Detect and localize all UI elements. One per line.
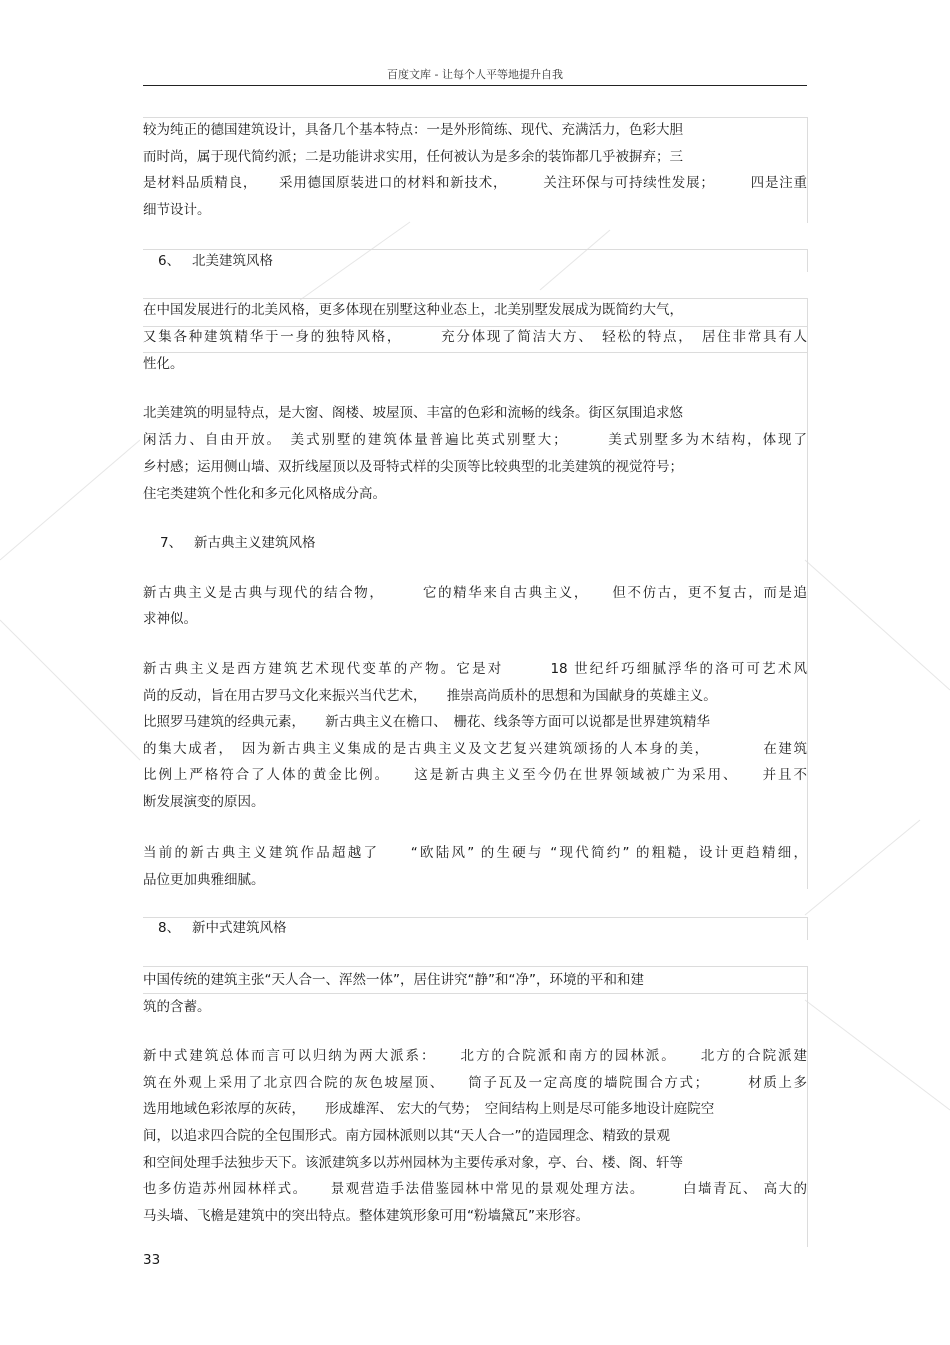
paragraph-line: 选用地域色彩浓厚的灰砖， 形成雄浑、 宏大的气势； 空间结构上则是尽可能多地设计庭院空 <box>143 1101 715 1117</box>
paragraph-line: 细节设计。 <box>143 202 211 218</box>
paragraph-line: 新中式建筑总体而言可以归纳为两大派系： 北方的合院派和南方的园林派。 北方的合院派建 <box>143 1048 807 1064</box>
paragraph-line: 当前的新古典主义建筑作品超越了 “欧陆风” 的生硬与 “现代简约” 的粗糙，设计更趋精细， <box>143 845 807 861</box>
paragraph-line: 的集大成者， 因为新古典主义集成的是古典主义及文艺复兴建筑颂扬的人本身的美， 在建筑 <box>143 741 807 757</box>
paragraph-line: 断发展演变的原因。 <box>143 794 265 810</box>
section-title: 新古典主义建筑风格 <box>194 535 316 551</box>
paragraph-line: 品位更加典雅细腻。 <box>143 872 265 888</box>
section-number: 6、 <box>158 253 181 269</box>
paragraph-line: 和空间处理手法独步天下。该派建筑多以苏州园林为主要传承对象，亭、台、楼、阁、轩等 <box>143 1155 683 1171</box>
paragraph-line: 性化。 <box>143 356 184 372</box>
paragraph-line: 筑在外观上采用了北京四合院的灰色坡屋顶、 筒子瓦及一定高度的墙院围合方式； 材质上多 <box>143 1075 807 1091</box>
paragraph-line: 间，以追求四合院的全包围形式。南方园林派则以其“天人合一”的造园理念、精致的景观 <box>143 1128 670 1144</box>
section-heading-7 <box>160 535 460 553</box>
section-title: 北美建筑风格 <box>192 253 273 269</box>
paragraph-line: 中国传统的建筑主张“天人合一、浑然一体”，居住讲究“静”和“净”，环境的平和和建 <box>143 972 644 988</box>
section-heading-8 <box>158 920 458 938</box>
frame-line <box>143 326 807 327</box>
paragraph-line: 筑的含蓄。 <box>143 999 211 1015</box>
frame-line <box>143 352 807 353</box>
section-number: 7、 <box>160 535 183 551</box>
paragraph-line: 在中国发展进行的北美风格，更多体现在别墅这种业态上，北美别墅发展成为既简约大气， <box>143 302 683 318</box>
paragraph-line: 是材料品质精良， 采用德国原装进口的材料和新技术， 关注环保与可持续性发展； 四是注重 <box>143 175 807 191</box>
paragraph-line: 较为纯正的德国建筑设计，具备几个基本特点：一是外形简练、现代、充满活力，色彩大胆 <box>143 122 683 138</box>
page-header: 百度文库 - 让每个人平等地提升自我 <box>387 68 563 81</box>
paragraph-line: 新古典主义是古典与现代的结合物， 它的精华来自古典主义， 但不仿古，更不复古，而是追 <box>143 585 807 601</box>
paragraph-line: 而时尚，属于现代简约派；二是功能讲求实用，任何被认为是多余的装饰都几乎被摒弃；三 <box>143 149 683 165</box>
paragraph-line: 北美建筑的明显特点，是大窗、阁楼、坡屋顶、丰富的色彩和流畅的线条。街区氛围追求悠 <box>143 405 683 421</box>
paragraph-line: 新古典主义是西方建筑艺术现代变革的产物。它是对 18 世纪纤巧细腻浮华的洛可可艺术风 <box>143 661 807 677</box>
paragraph-line: 求神似。 <box>143 611 197 627</box>
frame-line <box>143 993 807 994</box>
paragraph-line: 比例上严格符合了人体的黄金比例。 这是新古典主义至今仍在世界领域被广为采用、 并且不 <box>143 767 807 783</box>
page-number: 33 <box>143 1252 161 1268</box>
paragraph-line: 住宅类建筑个性化和多元化风格成分高。 <box>143 486 386 502</box>
header-rule <box>143 85 807 86</box>
paragraph-line: 也多仿造苏州园林样式。 景观营造手法借鉴园林中常见的景观处理方法。 白墙青瓦、 高大的 <box>143 1181 807 1197</box>
paragraph-line: 又集各种建筑精华于一身的独特风格， 充分体现了简洁大方、 轻松的特点， 居住非常具有人 <box>143 329 807 345</box>
paragraph-line: 乡村感；运用侧山墙、双折线屋顶以及哥特式样的尖顶等比较典型的北美建筑的视觉符号； <box>143 459 683 475</box>
section-heading-6 <box>158 253 458 271</box>
paragraph-line: 比照罗马建筑的经典元素， 新古典主义在檐口、 栅花、线条等方面可以说都是世界建筑精华 <box>143 714 710 730</box>
section-number: 8、 <box>158 920 181 936</box>
paragraph-line: 闲活力、自由开放。 美式别墅的建筑体量普遍比英式别墅大； 美式别墅多为木结构，体现了 <box>143 432 807 448</box>
paragraph-line: 马头墙、飞檐是建筑中的突出特点。整体建筑形象可用“粉墙黛瓦”来形容。 <box>143 1208 589 1224</box>
section-title: 新中式建筑风格 <box>192 920 287 936</box>
paragraph-line: 尚的反动，旨在用古罗马文化来振兴当代艺术， 推崇高尚质朴的思想和为国献身的英雄主义。 <box>143 688 717 704</box>
